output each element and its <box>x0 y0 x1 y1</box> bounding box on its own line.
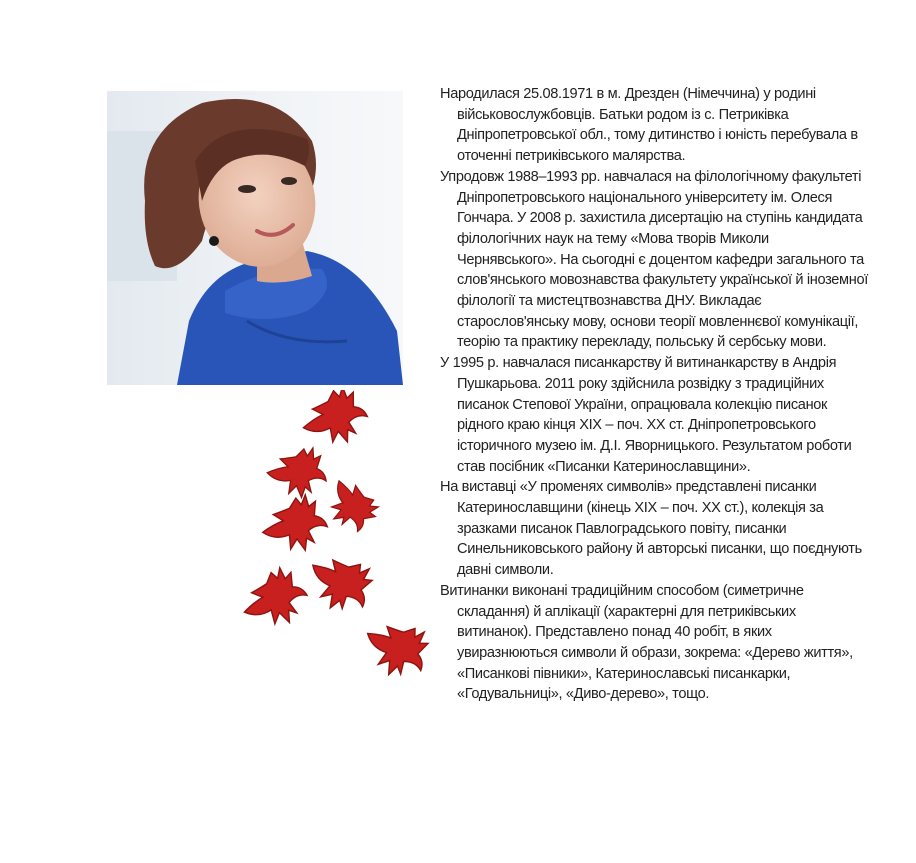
red-bird-2 <box>264 442 330 500</box>
red-bird-6 <box>236 563 313 633</box>
bio-paragraph-5: Витинанки виконані традиційним способом (симетричне складання) й аплікації (характерні для петриківських витинанок). Представлено понад 40 робіт, в яких увиразнюються символи й образи, зокрема: «Дерево життя», «Писанкові півники», Катеринославські писанкарки, «Годувальниці», «Диво-дерево», тощо. <box>440 582 853 703</box>
biography-text <box>440 84 870 705</box>
bio-paragraph-4: На виставці «У променях символів» представлені писанки Катеринославщини (кінець XIX – поч. XX ст.), колекція за зразками писанок Павлоградського повіту, писанки Синельниковського району й авторські писанки, що поєднують давні символи. <box>440 479 862 579</box>
red-birds-paper-cutouts <box>236 390 436 690</box>
red-bird-3 <box>322 471 384 537</box>
red-bird-4 <box>260 493 329 554</box>
red-bird-7 <box>355 606 436 688</box>
author-portrait-photo <box>107 91 403 385</box>
red-bird-1 <box>298 390 371 449</box>
bio-paragraph-2: Упродовж 1988–1993 рр. навчалася на філологічному факультеті Дніпропетровського національного університету ім. Олеся Гончара. У 2008 р. захистила дисертацію на ступінь кандидата філологічних наук на тему «Мова творів Миколи Чернявського». На сьогодні є доцентом кафедри загального та слов'янського мовознавства факультету української й іноземної філології та мистецтвознавства ДНУ. Викладає старослов'янську мову, основи теорії мовленнєвої комунікації, теорію та практику перекладу, польську й сербську мови. <box>440 168 868 351</box>
bio-paragraph-3: У 1995 р. навчалася писанкарству й витинанкарству в Андрія Пушкарьова. 2011 року здійснила розвідку з традиційних писанок Степової України, опрацювала колекцію писанок рідного краю кінця XIX – поч. XX ст. Дніпропетровського історичного музею ім. Д.І. Яворницького. Результатом роботи став посібник «Писанки Катеринославщини». <box>440 355 852 475</box>
bio-paragraph-1: Народилася 25.08.1971 в м. Дрезден (Німеччина) у родині військовослужбовців. Батьки родом із с. Петриківка Дніпропетровської обл., тому дитинство і юність перебувала в оточенні петриківського малярства. <box>440 86 858 165</box>
red-bird-5 <box>299 539 384 623</box>
